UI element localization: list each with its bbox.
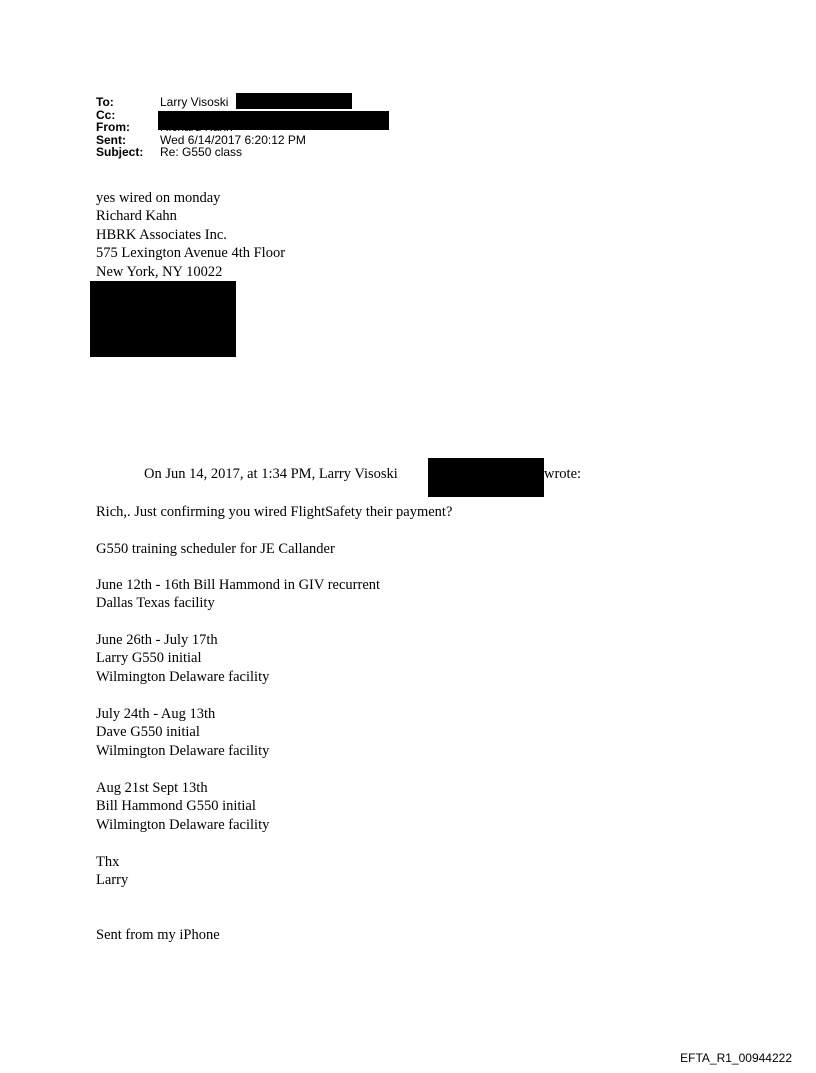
redaction-to-email [236, 93, 352, 109]
signature-line: Richard Kahn [96, 208, 177, 225]
closing-line: Larry [96, 872, 129, 889]
schedule-block [96, 779, 269, 834]
sent-from: Sent from my iPhone [96, 927, 220, 943]
schedule-line: June 26th - July 17th [96, 632, 218, 648]
to-label: To: [96, 95, 114, 109]
closing-line: Thx [96, 854, 120, 870]
signature-line: HBRK Associates Inc. [96, 226, 227, 243]
subject-label: Subject: [96, 145, 144, 159]
schedule-line: Aug 21st Sept 13th [96, 780, 208, 796]
redaction-cc [158, 111, 389, 130]
document-id: EFTA_R1_00944222 [680, 1051, 792, 1065]
sent-label: Sent: [96, 132, 126, 147]
reply-message: yes wired on monday [96, 190, 221, 206]
schedule-block [96, 576, 380, 613]
schedule-line: July 24th - Aug 13th [96, 706, 216, 722]
attribution-prefix: On Jun 14, 2017, at 1:34 PM, Larry Visoski [144, 466, 398, 482]
schedule-line: Larry G550 initial [96, 650, 202, 667]
closing [96, 853, 128, 890]
to-value: Larry Visoski [160, 95, 229, 109]
reply-body [96, 189, 285, 281]
quoted-question: Rich,. Just confirming you wired FlightSafety their payment? [96, 504, 453, 520]
schedule-line: Wilmington Delaware facility [96, 816, 270, 833]
from-label: From: [96, 120, 130, 134]
cc-label: Cc: [96, 107, 116, 122]
signature-line: 575 Lexington Avenue 4th Floor [96, 245, 286, 262]
attribution-suffix: wrote: [544, 466, 582, 482]
schedule-title: G550 training scheduler for JE Callander [96, 541, 335, 557]
schedule-line: June 12th - 16th Bill Hammond in GIV recurrent [96, 577, 381, 593]
quote-attribution [144, 465, 582, 483]
schedule-line: Wilmington Delaware facility [96, 668, 270, 685]
schedule-block [96, 631, 269, 686]
signature-line: New York, NY 10022 [96, 263, 223, 280]
schedule-line: Dave G550 initial [96, 724, 200, 741]
subject-value: Re: G550 class [160, 145, 243, 159]
schedule-line: Dallas Texas facility [96, 595, 215, 612]
schedule-line: Wilmington Delaware facility [96, 742, 270, 759]
redaction-sender-email [428, 458, 544, 497]
schedule-block [96, 705, 269, 760]
redaction-signature-contact [90, 281, 236, 357]
schedule-line: Bill Hammond G550 initial [96, 798, 256, 815]
sent-value: Wed 6/14/2017 6:20:12 PM [160, 132, 306, 147]
